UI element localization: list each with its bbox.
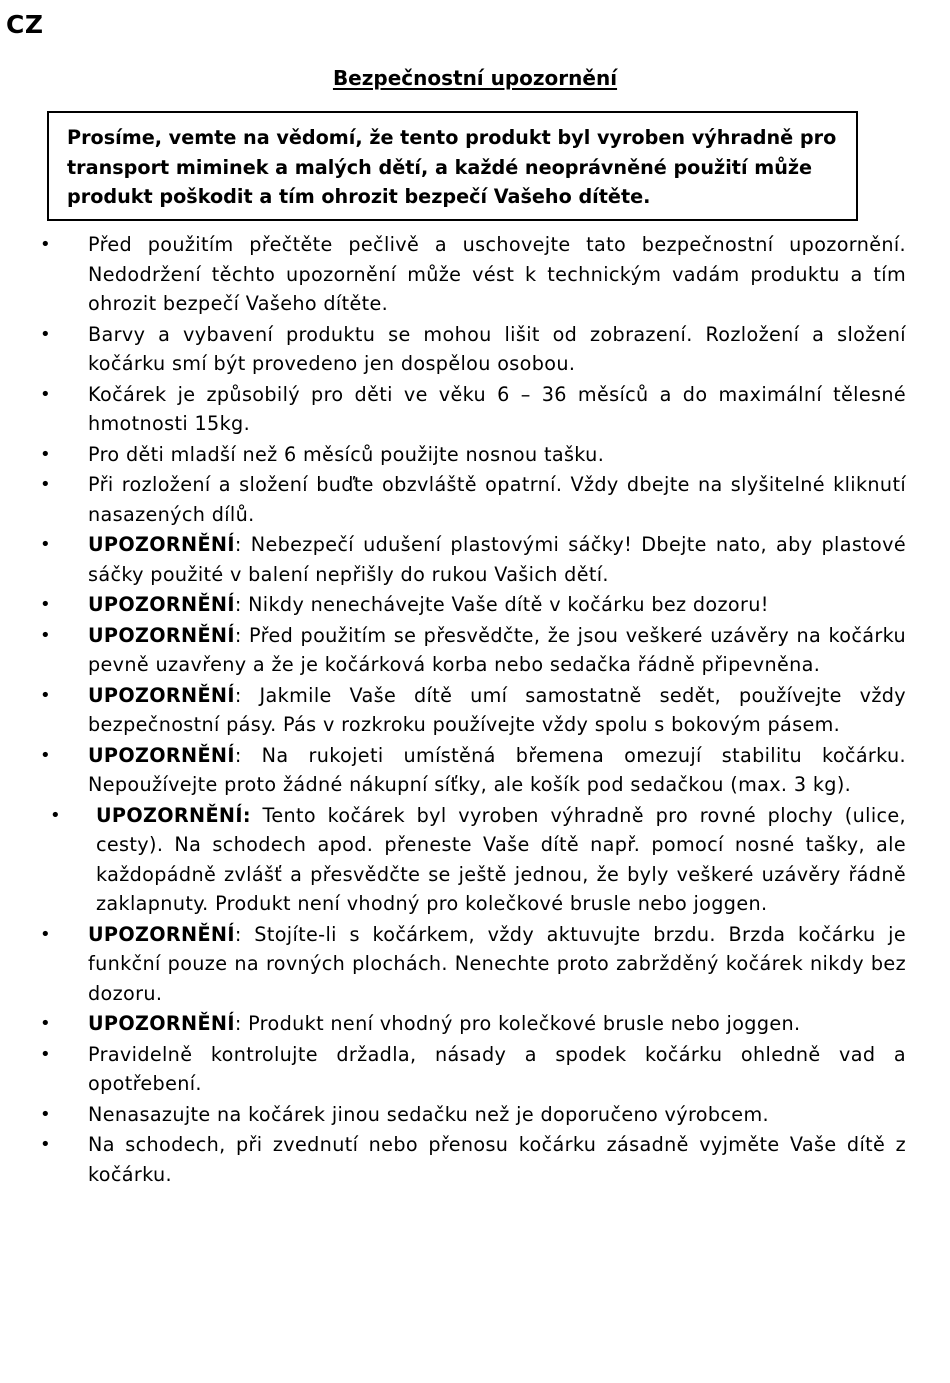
page-title: Bezpečnostní upozornění <box>332 66 618 90</box>
item-text: Na schodech, při zvednutí nebo přenosu kočárku zásadně vyjměte Vaše dítě z kočárku. <box>88 1133 906 1186</box>
list-item <box>0 1100 906 1130</box>
bullet-icon: • <box>40 534 51 555</box>
bullet-icon: • <box>40 923 51 945</box>
bullet-icon: • <box>40 744 51 766</box>
bullet-icon: • <box>40 1043 51 1065</box>
bullet-icon: • <box>40 1013 51 1034</box>
item-text: Při rozložení a složení buďte obzvláště opatrní. Vždy dbejte na slyšitelné kliknutí nasazených dílů. <box>88 473 906 526</box>
safety-list <box>0 230 906 1190</box>
notice-box <box>47 111 858 221</box>
bullet-icon: • <box>40 443 51 465</box>
notice-text: Prosíme, vemte na vědomí, že tento produkt byl vyroben výhradně pro transport miminek a malých dětí, a každé neoprávněné použití může produkt poškodit a tím ohrozit bezpečí Vašeho dítěte. <box>67 126 837 208</box>
bullet-icon: • <box>40 323 51 345</box>
item-text: Nenasazujte na kočárek jinou sedačku než je doporučeno výrobcem. <box>88 1102 769 1126</box>
list-item <box>0 440 906 470</box>
bullet-icon: • <box>40 594 51 615</box>
list-item <box>0 920 906 1009</box>
warning-label: UPOZORNĚNÍ <box>88 1012 235 1035</box>
item-text: Barvy a vybavení produktu se mohou lišit od zobrazení. Rozložení a složení kočárku smí být provedeno jen dospělou osobou. <box>88 322 906 375</box>
warning-label: UPOZORNĚNÍ <box>88 922 235 946</box>
warning-label: UPOZORNĚNÍ <box>88 623 235 647</box>
item-text: : Jakmile Vaše dítě umí samostatně sedět, používejte vždy bezpečnostní pásy. Pás v rozkroku používejte vždy spolu s bokovým pásem. <box>88 683 906 736</box>
list-item <box>0 1130 906 1189</box>
item-text: Před použitím přečtěte pečlivě a uschovejte tato bezpečnostní upozornění. Nedodržení těchto upozornění může vést k technickým vadám produktu a tím ohrozit bezpečí Vašeho dítěte. <box>88 233 906 315</box>
list-item <box>0 681 906 740</box>
warning-label: UPOZORNĚNÍ <box>88 743 235 767</box>
list-item <box>0 741 906 800</box>
item-text: : Produkt není vhodný pro kolečkové brusle nebo joggen. <box>234 1012 801 1035</box>
bullet-icon: • <box>40 383 51 405</box>
item-text: : Na rukojeti umístěná břemena omezují stabilitu kočárku. Nepoužívejte proto žádné nákupní síťky, ale košík pod sedačkou (max. 3 kg). <box>88 743 906 796</box>
warning-label: UPOZORNĚNÍ: <box>96 803 251 827</box>
item-text: : Nebezpečí udušení plastovými sáčky! Dbejte nato, aby plastové sáčky použité v balení nepřišly do rukou Vašich dětí. <box>88 533 906 586</box>
list-item <box>0 470 906 529</box>
list-item <box>0 530 906 589</box>
item-text: Pro děti mladší než 6 měsíců použijte nosnou tašku. <box>88 442 605 466</box>
list-item <box>0 1009 906 1039</box>
item-text: Tento kočárek byl vyroben výhradně pro rovné plochy (ulice, cesty). Na schodech apod. přeneste Vaše dítě např. pomocí nosné tašky, ale každopádně zvlášť a přesvědčte se ještě jednou, že byly veškeré uzávěry řádně zaklapnuty. Produkt není vhodný pro kolečkové brusle nebo joggen. <box>96 803 906 915</box>
item-text: Kočárek je způsobilý pro děti ve věku 6 – 36 měsíců a do maximální tělesné hmotnosti 15kg. <box>88 382 906 435</box>
bullet-icon: • <box>40 234 51 255</box>
warning-label: UPOZORNĚNÍ <box>88 683 235 707</box>
item-text: : Nikdy nenechávejte Vaše dítě v kočárku bez dozoru! <box>234 593 769 616</box>
item-text: Pravidelně kontrolujte držadla, násady a spodek kočárku ohledně vad a opotřebení. <box>88 1042 906 1095</box>
list-item <box>0 320 906 379</box>
bullet-icon: • <box>40 684 51 706</box>
item-text: : Stojíte-li s kočárkem, vždy aktuvujte brzdu. Brzda kočárku je funkční pouze na rovných plochách. Nenechte proto zabržděný kočárek nikdy bez dozoru. <box>88 922 906 1005</box>
list-item <box>0 590 906 620</box>
list-item <box>0 621 906 680</box>
bullet-icon: • <box>50 804 61 826</box>
warning-label: UPOZORNĚNÍ <box>88 593 235 616</box>
bullet-icon: • <box>40 1103 51 1125</box>
list-item <box>0 380 906 439</box>
bullet-icon: • <box>40 624 51 646</box>
list-item <box>0 1040 906 1099</box>
bullet-icon: • <box>40 1134 51 1155</box>
list-item <box>0 230 906 319</box>
bullet-icon: • <box>40 474 51 495</box>
language-code: CZ <box>6 10 44 39</box>
item-text: : Před použitím se přesvědčte, že jsou veškeré uzávěry na kočárku pevně uzavřeny a že je kočárková korba nebo sedačka řádně připevněna. <box>88 623 906 676</box>
warning-label: UPOZORNĚNÍ <box>88 533 235 556</box>
list-item <box>0 801 906 919</box>
